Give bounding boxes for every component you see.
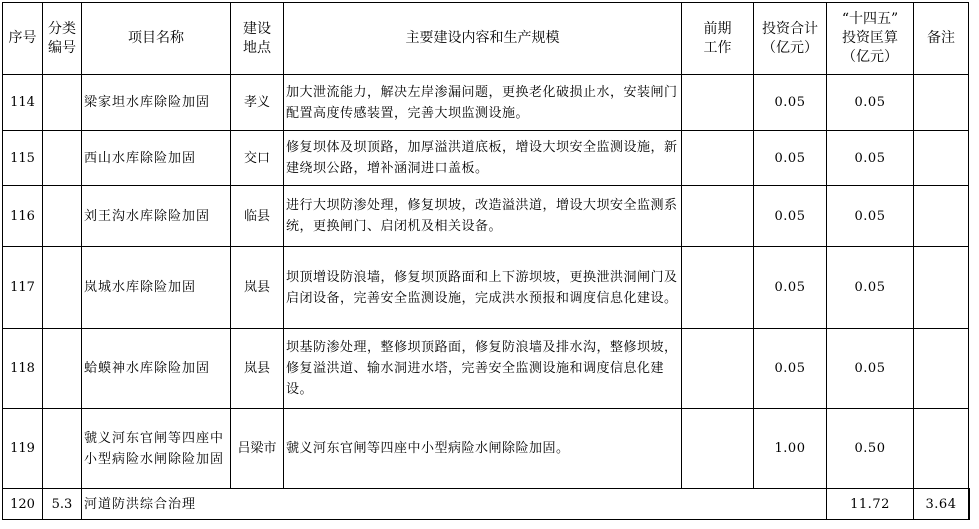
cell-content: 虢义河东官闸等四座中小型病险水闸除险加固。 [284,409,682,489]
cell-category [43,247,82,329]
cell-seq: 114 [3,75,43,131]
cell-content: 加大泄流能力，解决左岸渗漏问题，更换老化破损止水，安装闸门配置高度传感装置，完善大坝监测设施。 [284,75,682,131]
cell-project-name: 刘王沟水库除险加固 [82,186,231,247]
cell-total-investment: 0.05 [754,329,827,409]
cell-total-investment: 0.05 [754,247,827,329]
cell-category [43,409,82,489]
table-header-row [3,3,970,75]
cell-note [969,489,970,520]
cell-location: 吕梁市 [231,409,284,489]
project-table [2,2,970,520]
cell-section-name: 河道防洪综合治理 [82,489,827,520]
cell-category [43,329,82,409]
cell-preliminary [682,247,754,329]
cell-note [914,247,969,329]
cell-content: 修复坝体及坝顶路，加厚溢洪道底板，增设大坝安全监测设施，新建绕坝公路，增补涵洞进口盖板。 [284,131,682,186]
cell-location: 岚县 [231,247,284,329]
cell-location: 岚县 [231,329,284,409]
table-row [3,75,970,131]
header-total-investment: 投资合计 （亿元） [754,3,827,75]
header-note: 备注 [914,3,969,75]
table-row [3,186,970,247]
cell-total-investment: 11.72 [827,489,914,520]
table-row [3,247,970,329]
cell-category: 5.3 [43,489,82,520]
cell-preliminary [682,329,754,409]
cell-note [914,186,969,247]
header-content: 主要建设内容和生产规模 [284,3,682,75]
cell-project-name: 虢义河东官闸等四座中小型病险水闸除险加固 [82,409,231,489]
header-project-name: 项目名称 [82,3,231,75]
header-category: 分类 编号 [43,3,82,75]
cell-seq: 117 [3,247,43,329]
header-seq: 序号 [3,3,43,75]
cell-seq: 118 [3,329,43,409]
cell-plan-investment: 0.05 [827,131,914,186]
cell-location: 临县 [231,186,284,247]
summary-row [3,489,970,520]
header-plan-investment: “十四五” 投资匡算 （亿元） [827,3,914,75]
cell-content: 坝基防渗处理，整修坝顶路面，修复防浪墙及排水沟，整修坝坡，修复溢洪道、输水洞进水塔，完善安全监测设施和调度信息化建设。 [284,329,682,409]
cell-category [43,75,82,131]
cell-location: 孝义 [231,75,284,131]
cell-preliminary [682,75,754,131]
cell-total-investment: 1.00 [754,409,827,489]
cell-project-name: 梁家坦水库除险加固 [82,75,231,131]
cell-plan-investment: 0.05 [827,75,914,131]
cell-note [914,131,969,186]
cell-seq: 115 [3,131,43,186]
cell-preliminary [682,409,754,489]
cell-note [914,329,969,409]
cell-project-name: 西山水库除险加固 [82,131,231,186]
cell-preliminary [682,186,754,247]
cell-project-name: 蛤蟆神水库除险加固 [82,329,231,409]
cell-total-investment: 0.05 [754,75,827,131]
cell-content: 进行大坝防渗处理，修复坝坡，改造溢洪道，增设大坝安全监测系统，更换闸门、启闭机及相关设备。 [284,186,682,247]
cell-preliminary [682,131,754,186]
cell-plan-investment: 0.05 [827,329,914,409]
cell-plan-investment: 0.50 [827,409,914,489]
cell-content: 坝顶增设防浪墙，修复坝顶路面和上下游坝坡，更换泄洪洞闸门及启闭设备，完善安全监测设施，完成洪水预报和调度信息化建设。 [284,247,682,329]
cell-seq: 119 [3,409,43,489]
table-row [3,409,970,489]
cell-note [914,75,969,131]
table-row [3,329,970,409]
cell-note [914,409,969,489]
cell-seq: 120 [3,489,43,520]
header-preliminary: 前期 工作 [682,3,754,75]
cell-project-name: 岚城水库除险加固 [82,247,231,329]
table-row [3,131,970,186]
cell-seq: 116 [3,186,43,247]
cell-plan-investment: 3.64 [914,489,969,520]
cell-category [43,186,82,247]
cell-total-investment: 0.05 [754,186,827,247]
cell-category [43,131,82,186]
header-location: 建设 地点 [231,3,284,75]
cell-plan-investment: 0.05 [827,186,914,247]
cell-total-investment: 0.05 [754,131,827,186]
cell-plan-investment: 0.05 [827,247,914,329]
cell-location: 交口 [231,131,284,186]
